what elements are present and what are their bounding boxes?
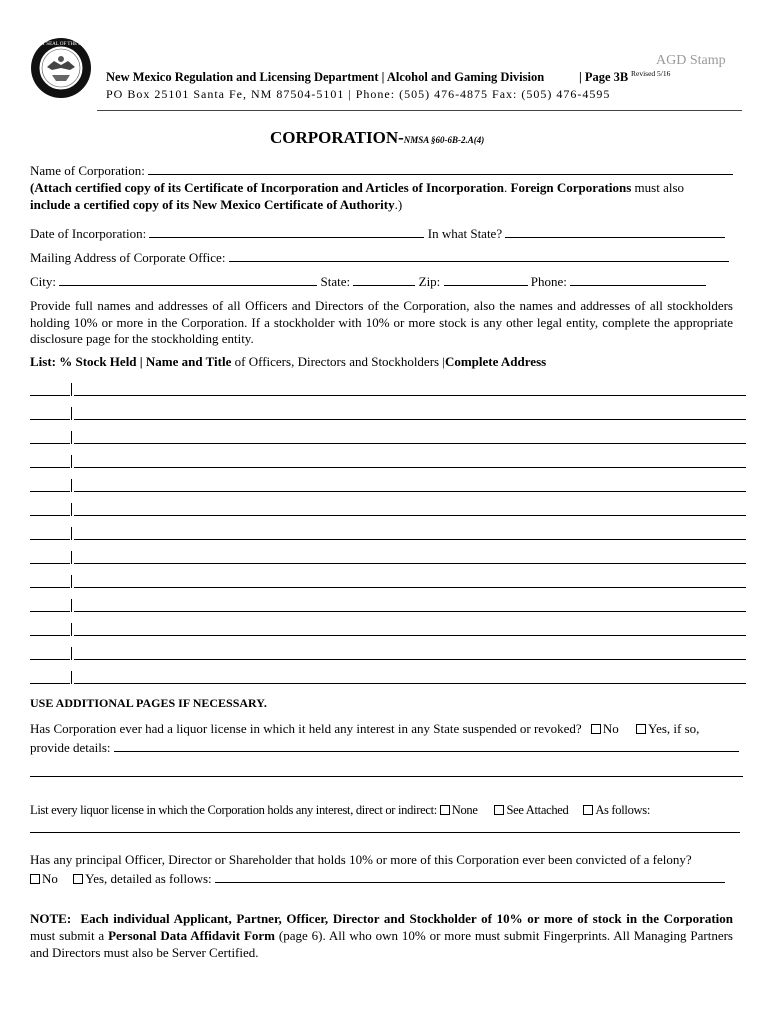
suspended-question-row: Has Corporation ever had a liquor license in which it held any interest in any State suspended or revoked? No Yes, if so, bbox=[30, 721, 700, 736]
title-statute: NMSA §60-6B-2.A(4) bbox=[403, 135, 485, 145]
felony-details-field[interactable] bbox=[215, 871, 725, 883]
zip-label: Zip: bbox=[418, 274, 441, 289]
zip-field[interactable] bbox=[444, 274, 528, 286]
incorporation-date-field[interactable] bbox=[149, 226, 424, 238]
title-main: CORPORATION- bbox=[270, 128, 404, 147]
suspended-details-field-2[interactable] bbox=[30, 776, 743, 777]
corporation-name-row bbox=[30, 163, 745, 179]
licenses-question-row: List every liquor license in which the Corporation holds any interest, direct or indirect: None See Attached As follows: bbox=[30, 803, 651, 817]
header-divider bbox=[97, 110, 742, 111]
city-row bbox=[30, 274, 745, 290]
state-label: State: bbox=[320, 274, 351, 289]
note-paragraph: NOTE: Each individual Applicant, Partner, Officer, Director and Stockholder of 10% or more of stock in the Corporation must submit a Personal Data Affidavit Form (page 6). All who own 10% or more must submit Fingerprints. All Managing Partners and Directors must also be Server Certified. bbox=[30, 911, 734, 960]
stockholder-row[interactable] bbox=[30, 457, 746, 469]
suspended-no-checkbox[interactable] bbox=[591, 724, 601, 734]
details-label: provide details: bbox=[30, 740, 111, 755]
licenses-details-field[interactable] bbox=[30, 832, 740, 833]
felony-yes-checkbox[interactable] bbox=[73, 874, 83, 884]
phone-label: Phone: bbox=[530, 274, 567, 289]
stockholder-row[interactable] bbox=[30, 505, 746, 517]
suspended-details-field[interactable] bbox=[114, 740, 739, 752]
mailing-address-row bbox=[30, 250, 745, 266]
stockholder-row[interactable] bbox=[30, 529, 746, 541]
stockholder-row[interactable] bbox=[30, 601, 746, 613]
licenses-question: List every liquor license in which the Corporation holds any interest, direct or indirect: bbox=[30, 803, 437, 817]
list-header: List: % Stock Held | Name and Title of Officers, Directors and Stockholders |Complete Address bbox=[30, 354, 547, 369]
city-label: City: bbox=[30, 274, 57, 289]
contact-address: PO Box 25101 Santa Fe, NM 87504-5101 | Phone: (505) 476-4875 Fax: (505) 476-4595 bbox=[106, 87, 611, 101]
stockholder-row[interactable] bbox=[30, 649, 746, 661]
department-title: New Mexico Regulation and Licensing Department | Alcohol and Gaming Division bbox=[106, 70, 545, 84]
stockholder-row[interactable] bbox=[30, 409, 746, 421]
stockholder-row[interactable] bbox=[30, 433, 746, 445]
stockholder-row[interactable] bbox=[30, 481, 746, 493]
stockholder-row[interactable] bbox=[30, 577, 746, 589]
city-field[interactable] bbox=[59, 274, 317, 286]
provide-instructions: Provide full names and addresses of all Officers and Directors of the Corporation, also the names and addresses of all stockholders holding 10% or more in the Corporation. If a stockholder with 10% or more stock is any other legal entity, complete the appropriate disclosure page for the stockholding entity. bbox=[30, 298, 733, 346]
svg-text:GREAT SEAL OF THE STATE: GREAT SEAL OF THE STATE bbox=[30, 42, 92, 47]
state-question-label: In what State? bbox=[427, 226, 503, 241]
licenses-none-checkbox[interactable] bbox=[440, 805, 450, 815]
mailing-label: Mailing Address of Corporate Office: bbox=[30, 250, 226, 265]
felony-question: Has any principal Officer, Director or Shareholder that holds 10% or more of this Corporation ever been convicted of a felony? bbox=[30, 852, 692, 867]
stockholder-row[interactable] bbox=[30, 625, 746, 637]
state-seal bbox=[30, 37, 92, 99]
stockholder-row[interactable] bbox=[30, 553, 746, 565]
page-number: | Page 3B bbox=[579, 70, 629, 84]
attach-instructions: (Attach certified copy of its Certificate of Incorporation and Articles of Incorporation. Foreign Corporations must also include a certified copy of its New Mexico Certificate of Authority.) bbox=[30, 180, 685, 212]
stockholder-row[interactable] bbox=[30, 385, 746, 397]
licenses-attached-checkbox[interactable] bbox=[494, 805, 504, 815]
revised-date: Revised 5/16 bbox=[631, 69, 671, 78]
felony-answer-row: No Yes, detailed as follows: bbox=[30, 871, 745, 887]
additional-pages-note: USE ADDITIONAL PAGES IF NECESSARY. bbox=[30, 696, 267, 710]
phone-field[interactable] bbox=[570, 274, 706, 286]
incorporation-date-row bbox=[30, 226, 745, 242]
agd-stamp-label: AGD Stamp bbox=[656, 53, 726, 68]
state-field[interactable] bbox=[353, 274, 415, 286]
mailing-address-field[interactable] bbox=[229, 250, 729, 262]
suspended-details-row bbox=[30, 740, 745, 756]
corporation-name-label: Name of Corporation: bbox=[30, 163, 145, 178]
stockholder-row[interactable] bbox=[30, 673, 746, 685]
suspended-question: Has Corporation ever had a liquor license in which it held any interest in any State suspended or revoked? bbox=[30, 721, 582, 736]
page-title bbox=[270, 128, 484, 148]
date-label: Date of Incorporation: bbox=[30, 226, 147, 241]
felony-no-checkbox[interactable] bbox=[30, 874, 40, 884]
corporation-name-field[interactable] bbox=[148, 163, 733, 175]
incorporation-state-field[interactable] bbox=[505, 226, 725, 238]
licenses-follows-checkbox[interactable] bbox=[583, 805, 593, 815]
suspended-yes-checkbox[interactable] bbox=[636, 724, 646, 734]
